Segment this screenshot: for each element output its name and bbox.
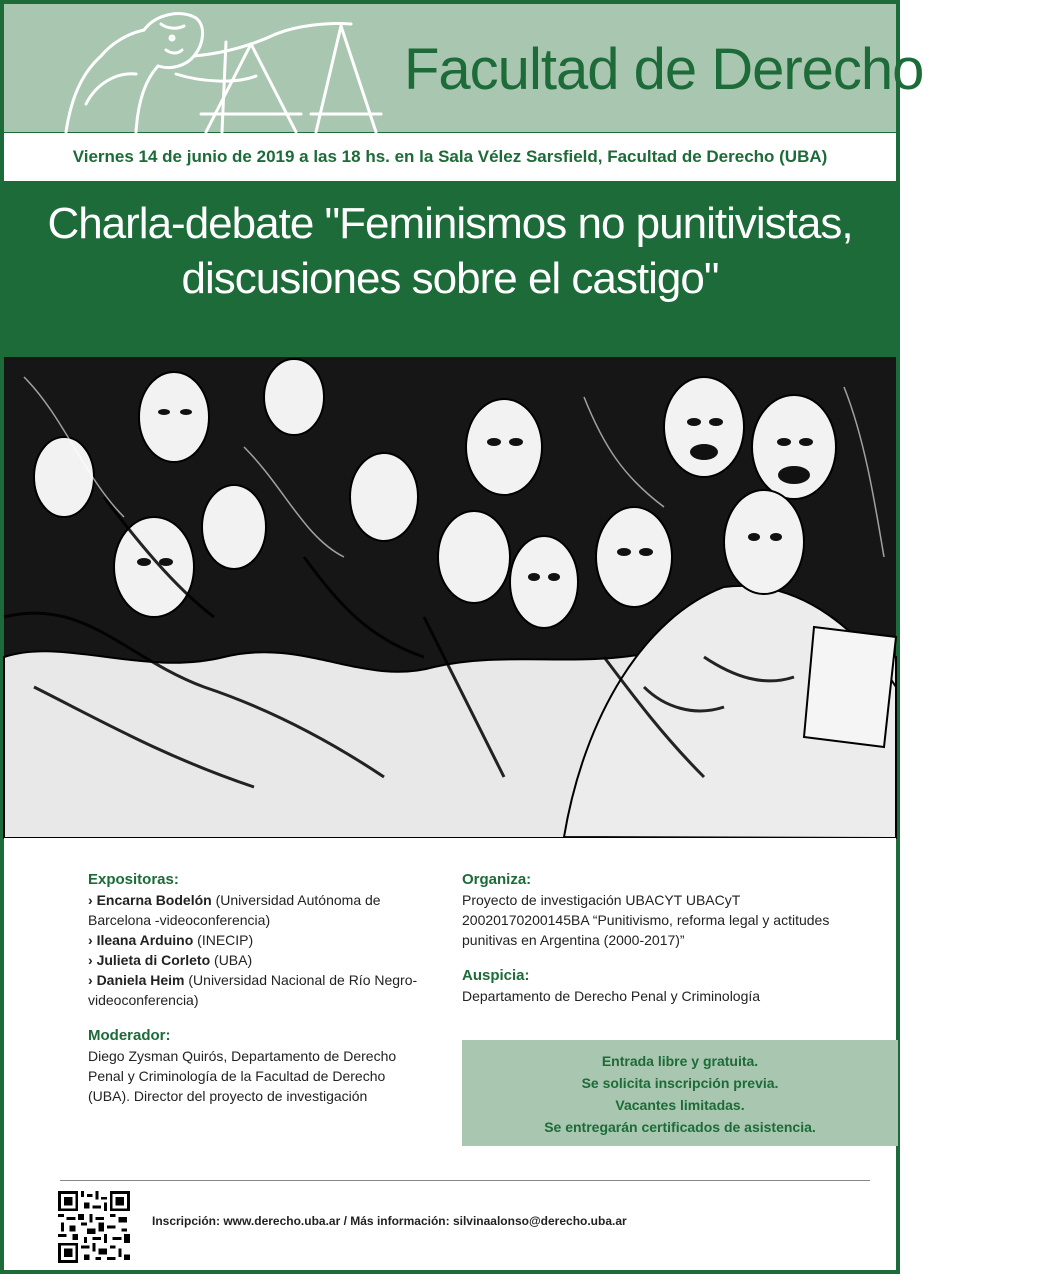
speaker-marker: › [88,972,93,988]
right-column [462,870,862,1022]
footer-contact[interactable]: Inscripción: www.derecho.uba.ar / Más información: silvinaalonso@derecho.uba.ar [152,1214,627,1228]
event-title-line-2: discusiones sobre el castigo" [181,254,719,303]
details-panel [4,838,896,1270]
ink-illustration-crowd [4,357,896,838]
notice-line: Se solicita inscripción previa. [581,1075,779,1091]
sponsor-text: Departamento de Derecho Penal y Criminología [462,988,761,1004]
speaker-marker: › [88,952,93,968]
moderator-text: Diego Zysman Quirós, Departamento de Derecho Penal y Criminología de la Facultad de Derecho (UBA). Director del proyecto de investigación [88,1048,397,1104]
speaker-item [88,950,428,970]
left-column [88,870,428,1122]
footer-divider [60,1180,870,1181]
sponsor-heading: Auspicia: [462,967,530,984]
speaker-affiliation: (INECIP) [193,932,254,948]
faculty-abbr: UBA [938,37,1055,102]
sponsor-section [462,966,862,1006]
event-dateline: Viernes 14 de junio de 2019 a las 18 hs. en la Sala Vélez Sarsfield, Facultad de Derecho (UBA) [4,133,896,181]
organizer-heading: Organiza: [462,871,532,888]
event-title-line-1: Charla-debate "Feminismos no punitivistas, [47,199,853,248]
speaker-affiliation: (Universidad Autónoma de Barcelona -videoconferencia) [88,892,381,928]
notice-line: Se entregarán certificados de asistencia. [544,1119,816,1135]
speaker-name: Ileana Arduino [96,932,194,948]
speaker-item [88,930,428,950]
speaker-name: Encarna Bodelón [96,892,212,908]
notice-line: Vacantes limitadas. [615,1097,745,1113]
speaker-marker: › [88,932,93,948]
header-banner [4,4,1055,132]
speaker-item [88,970,428,1010]
event-title [30,196,870,306]
organizer-section [462,870,862,950]
faculty-name: Facultad de Derecho [404,37,924,102]
admission-notice [462,1040,898,1146]
moderator-heading: Moderador: [88,1027,171,1044]
speaker-marker: › [88,892,93,908]
speaker-name: Daniela Heim [96,972,185,988]
speaker-affiliation: (Universidad Nacional de Río Negro- videoconferencia) [88,972,418,1008]
justice-scales-figure-icon [26,4,396,132]
speakers-heading: Expositoras: [88,871,179,888]
faculty-title [404,20,1055,120]
speakers-section [88,870,428,1010]
moderator-section [88,1026,428,1106]
speaker-affiliation: (UBA) [210,952,253,968]
speaker-item [88,890,428,930]
speaker-name: Julieta di Corleto [96,952,211,968]
qr-code-icon[interactable] [58,1191,130,1263]
notice-line: Entrada libre y gratuita. [601,1053,759,1069]
organizer-text: Proyecto de investigación UBACYT UBACyT 20020170200145BA “Punitivismo, reforma legal y actitudes punitivas en Argentina (2000-2017)” [462,892,830,948]
